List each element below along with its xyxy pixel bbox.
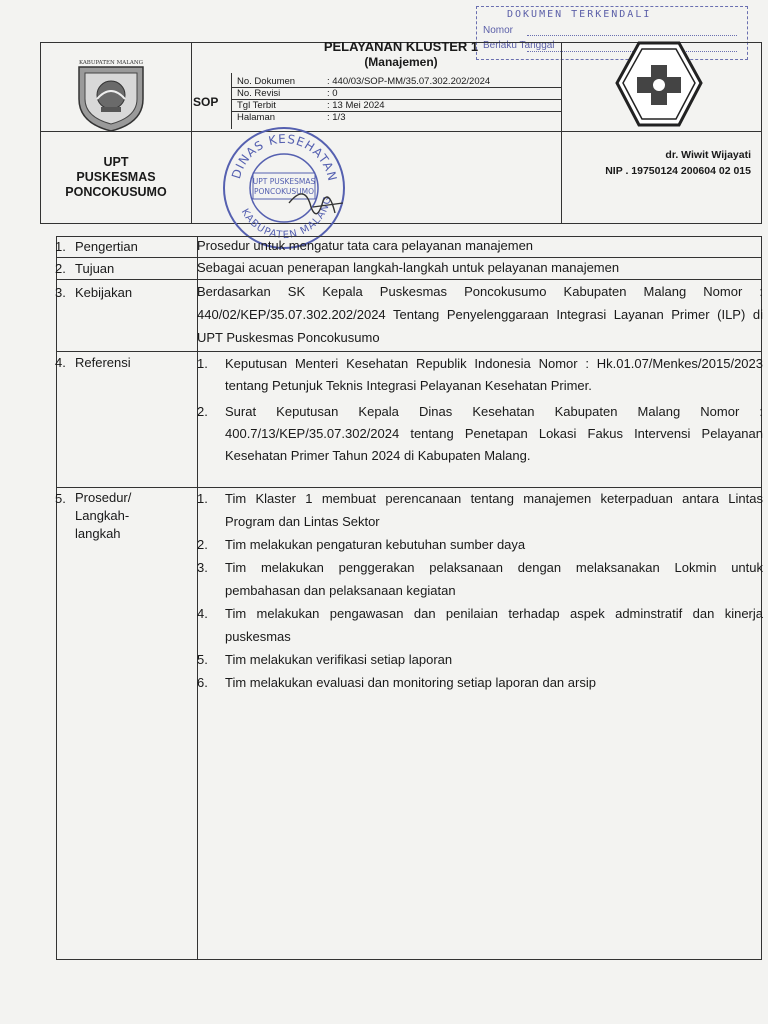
- list-item: 1. Tim Klaster 1 membuat perencanaan tentang manajemen keterpaduan antara Lintas Program dan Lintas Sektor: [197, 491, 763, 529]
- meta-value: : 13 Mei 2024: [327, 100, 385, 111]
- meta-value: : 440/03/SOP-MM/35.07.302.202/2024: [327, 76, 491, 87]
- stamp-title: DOKUMEN TERKENDALI: [507, 9, 652, 20]
- meta-value: : 0: [327, 88, 338, 99]
- list-item: 2. Tim melakukan pengaturan kebutuhan sumber daya: [197, 537, 526, 552]
- referensi-list: [197, 353, 763, 467]
- logo-caption: KABUPATEN MALANG: [78, 60, 144, 66]
- section-text-kebijakan: Berdasarkan SK Kepala Puskesmas Poncokusumo Kabupaten Malang Nomor : 440/02/KEP/35.07.302.202/2024 Tentang Penyelenggaraan Integrasi Layanan Primer (ILP) di UPT Puskesmas Poncokusumo: [197, 284, 763, 345]
- svg-text:KABUPATEN MALANG: KABUPATEN MALANG: [238, 194, 334, 242]
- puskesmas-logo: [611, 37, 707, 133]
- signer-block: [605, 147, 751, 179]
- meta-row: [231, 111, 561, 123]
- signer-nip: NIP . 19750124 200604 02 015: [605, 165, 751, 177]
- document-subtitle: (Manajemen): [364, 55, 438, 69]
- official-seal: [219, 123, 349, 253]
- list-item: 3. Tim melakukan penggerakan pelaksanaan dengan melaksanakan Lokmin untuk pembahasan dan pelaksanaan kegiatan: [197, 560, 763, 598]
- meta-key: Tgl Terbit: [237, 100, 276, 111]
- unit-name: UPT PUSKESMAS PONCOKUSUMO: [65, 155, 167, 199]
- document-title: PELAYANAN KLUSTER 1: [323, 39, 479, 54]
- list-item: 2. Surat Keputusan Kepala Dinas Kesehatan Kabupaten Malang Nomor : 400.7/13/KEP/35.07.302/2024 tentang Penetapan Lokasi Fakus Intervensi Pelayanan Kesehatan Primer Tahun 2024 di Kabupaten Malang.: [197, 404, 763, 463]
- kabupaten-malang-logo: [71, 53, 151, 133]
- meta-key: Halaman: [237, 112, 276, 123]
- list-item: 1. Keputusan Menteri Kesehatan Republik Indonesia Nomor : Hk.01.07/Menkes/2015/2023 tentang Petunjuk Teknis Integrasi Pelayanan Kesehatan Primer.: [197, 356, 763, 393]
- signer-name: dr. Wiwit Wijayati: [665, 149, 751, 161]
- stamp-berlaku-label: Berlaku Tanggal: [483, 40, 555, 51]
- section-text-pengertian: Prosedur untuk mengatur tata cara pelayanan manajemen: [197, 238, 534, 253]
- meta-key: No. Revisi: [237, 88, 281, 99]
- meta-key: No. Dokumen: [237, 76, 296, 87]
- list-item: 5. Tim melakukan verifikasi setiap laporan: [197, 652, 453, 667]
- sop-header: [40, 39, 762, 242]
- list-item: 6. Tim melakukan evaluasi dan monitoring setiap laporan dan arsip: [197, 675, 596, 690]
- prosedur-list: [197, 487, 763, 694]
- svg-text:UPT PUSKESMAS: UPT PUSKESMAS: [252, 177, 316, 186]
- stamp-nomor-label: Nomor: [483, 25, 514, 36]
- sop-content-table: 1. Pengertian Prosedur untuk mengatur tata cara pelayanan manajemen 2. Tujuan Sebagai acuan penerapan langkah-langkah untuk pelayanan manajemen 3. Kebijakan Berdasarkan SK Kepala Puskesmas Poncokusumo Kabupaten Malang Nomor : 440/02/KEP/35.07.302.202/2024 Tentang Penyelenggaraan Integrasi Layanan Primer (ILP) di UPT Puskesmas Poncokusumo 4. Referensi 1. Keputusan Menteri Kesehatan Republik Indonesia Nomor : Hk.01.07/Menkes/2015/2023 tentang Petunjuk Teknis Integrasi Pelayanan Kesehatan Primer. 2. Surat Keputusan Kepala Dinas Kesehatan Kabupaten Malang Nomor : 400.7/13/KEP/35.07.302/2024 tentang Penetapan Lokasi Fakus Intervensi Pelayanan Kesehatan Primer Tahun 2024 di Kabupaten Malang. 5. Prosedur/ Langkah- langkah 1. Tim Klaster 1 membuat perencanaan tentang manajemen keterpaduan antara Lintas Program dan Lintas Sektor 2. Tim melakukan pengaturan kebutuhan sumber daya 3. Tim melakukan penggerakan pelaksanaan dengan melaksanakan Lokmin untuk pembahasan dan pelaksanaan kegiatan 4. Tim melakukan pengawasan dan penilaian terhadap aspek adminstratif dan kinerja puskesmas 5. Tim melakukan verifikasi setiap laporan 6. Tim melakukan evaluasi dan monitoring setiap laporan dan arsip: [56, 236, 762, 960]
- svg-text:DINAS KESEHATAN: DINAS KESEHATAN: [229, 131, 340, 184]
- section-text-tujuan: Sebagai acuan penerapan langkah-langkah untuk pelayanan manajemen: [197, 260, 620, 275]
- sop-label: SOP: [193, 95, 219, 109]
- meta-value: : 1/3: [327, 112, 346, 123]
- svg-text:PONCOKUSUMO: PONCOKUSUMO: [253, 187, 315, 196]
- list-item: 4. Tim melakukan pengawasan dan penilaian terhadap aspek adminstratif dan kinerja puskesmas: [197, 606, 763, 644]
